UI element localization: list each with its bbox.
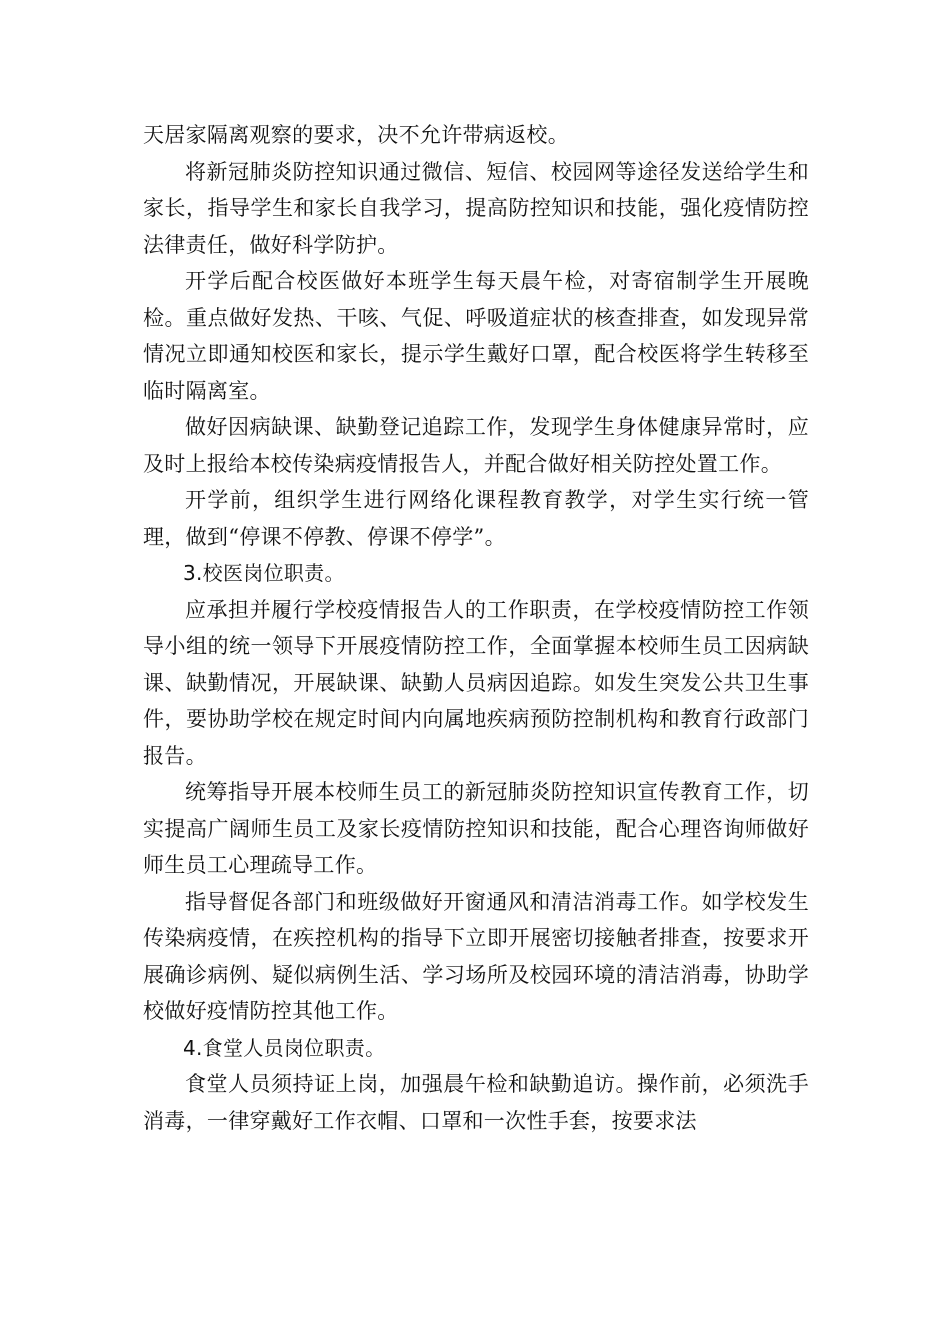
paragraph-online-teaching: 开学前，组织学生进行网络化课程教育教学，对学生实行统一管理，做到“停课不停教、停课不停学”。: [143, 488, 809, 549]
paragraph-canteen-duties: 食堂人员须持证上岗，加强晨午检和缺勤追访。操作前，必须洗手消毒，一律穿戴好工作衣帽、口罩和一次性手套，按要求法: [143, 1072, 809, 1133]
paragraph-doctor-disinfection: 指导督促各部门和班级做好开窗通风和清洁消毒工作。如学校发生传染病疫情，在疾控机构的指导下立即开展密切接触者排查，按要求开展确诊病例、疑似病例生活、学习场所及校园环境的清洁消毒，协助学校做好疫情防控其他工作。: [143, 889, 809, 1023]
document-body: [143, 117, 809, 1139]
section-heading-school-doctor: 3.校医岗位职责。: [183, 561, 345, 585]
paragraph-absence-tracking: 做好因病缺课、缺勤登记追踪工作，发现学生身体健康异常时，应及时上报给本校传染病疫情报告人，并配合做好相关防控处置工作。: [143, 415, 809, 476]
paragraph-doctor-reporting: 应承担并履行学校疫情报告人的工作职责，在学校疫情防控工作领导小组的统一领导下开展疫情防控工作，全面掌握本校师生员工因病缺课、缺勤情况，开展缺课、缺勤人员病因追踪。如发生突发公共卫生事件，要协助学校在规定时间内向属地疾病预防控制机构和教育行政部门报告。: [143, 597, 809, 768]
paragraph-continuation: 天居家隔离观察的要求，决不允许带病返校。: [143, 123, 569, 147]
section-heading-canteen-staff: 4.食堂人员岗位职责。: [183, 1035, 386, 1060]
paragraph-knowledge-distribution: 将新冠肺炎防控知识通过微信、短信、校园网等途径发送给学生和家长，指导学生和家长自我学习，提高防控知识和技能，强化疫情防控法律责任，做好科学防护。: [143, 159, 809, 257]
paragraph-doctor-education: 统筹指导开展本校师生员工的新冠肺炎防控知识宣传教育工作，切实提高广阔师生员工及家长疫情防控知识和技能，配合心理咨询师做好师生员工心理疏导工作。: [143, 780, 809, 877]
paragraph-health-check: 开学后配合校医做好本班学生每天晨午检，对寄宿制学生开展晚检。重点做好发热、干咳、气促、呼吸道症状的核查排查，如发现异常情况立即通知校医和家长，提示学生戴好口罩，配合校医将学生转移至临时隔离室。: [143, 269, 809, 403]
